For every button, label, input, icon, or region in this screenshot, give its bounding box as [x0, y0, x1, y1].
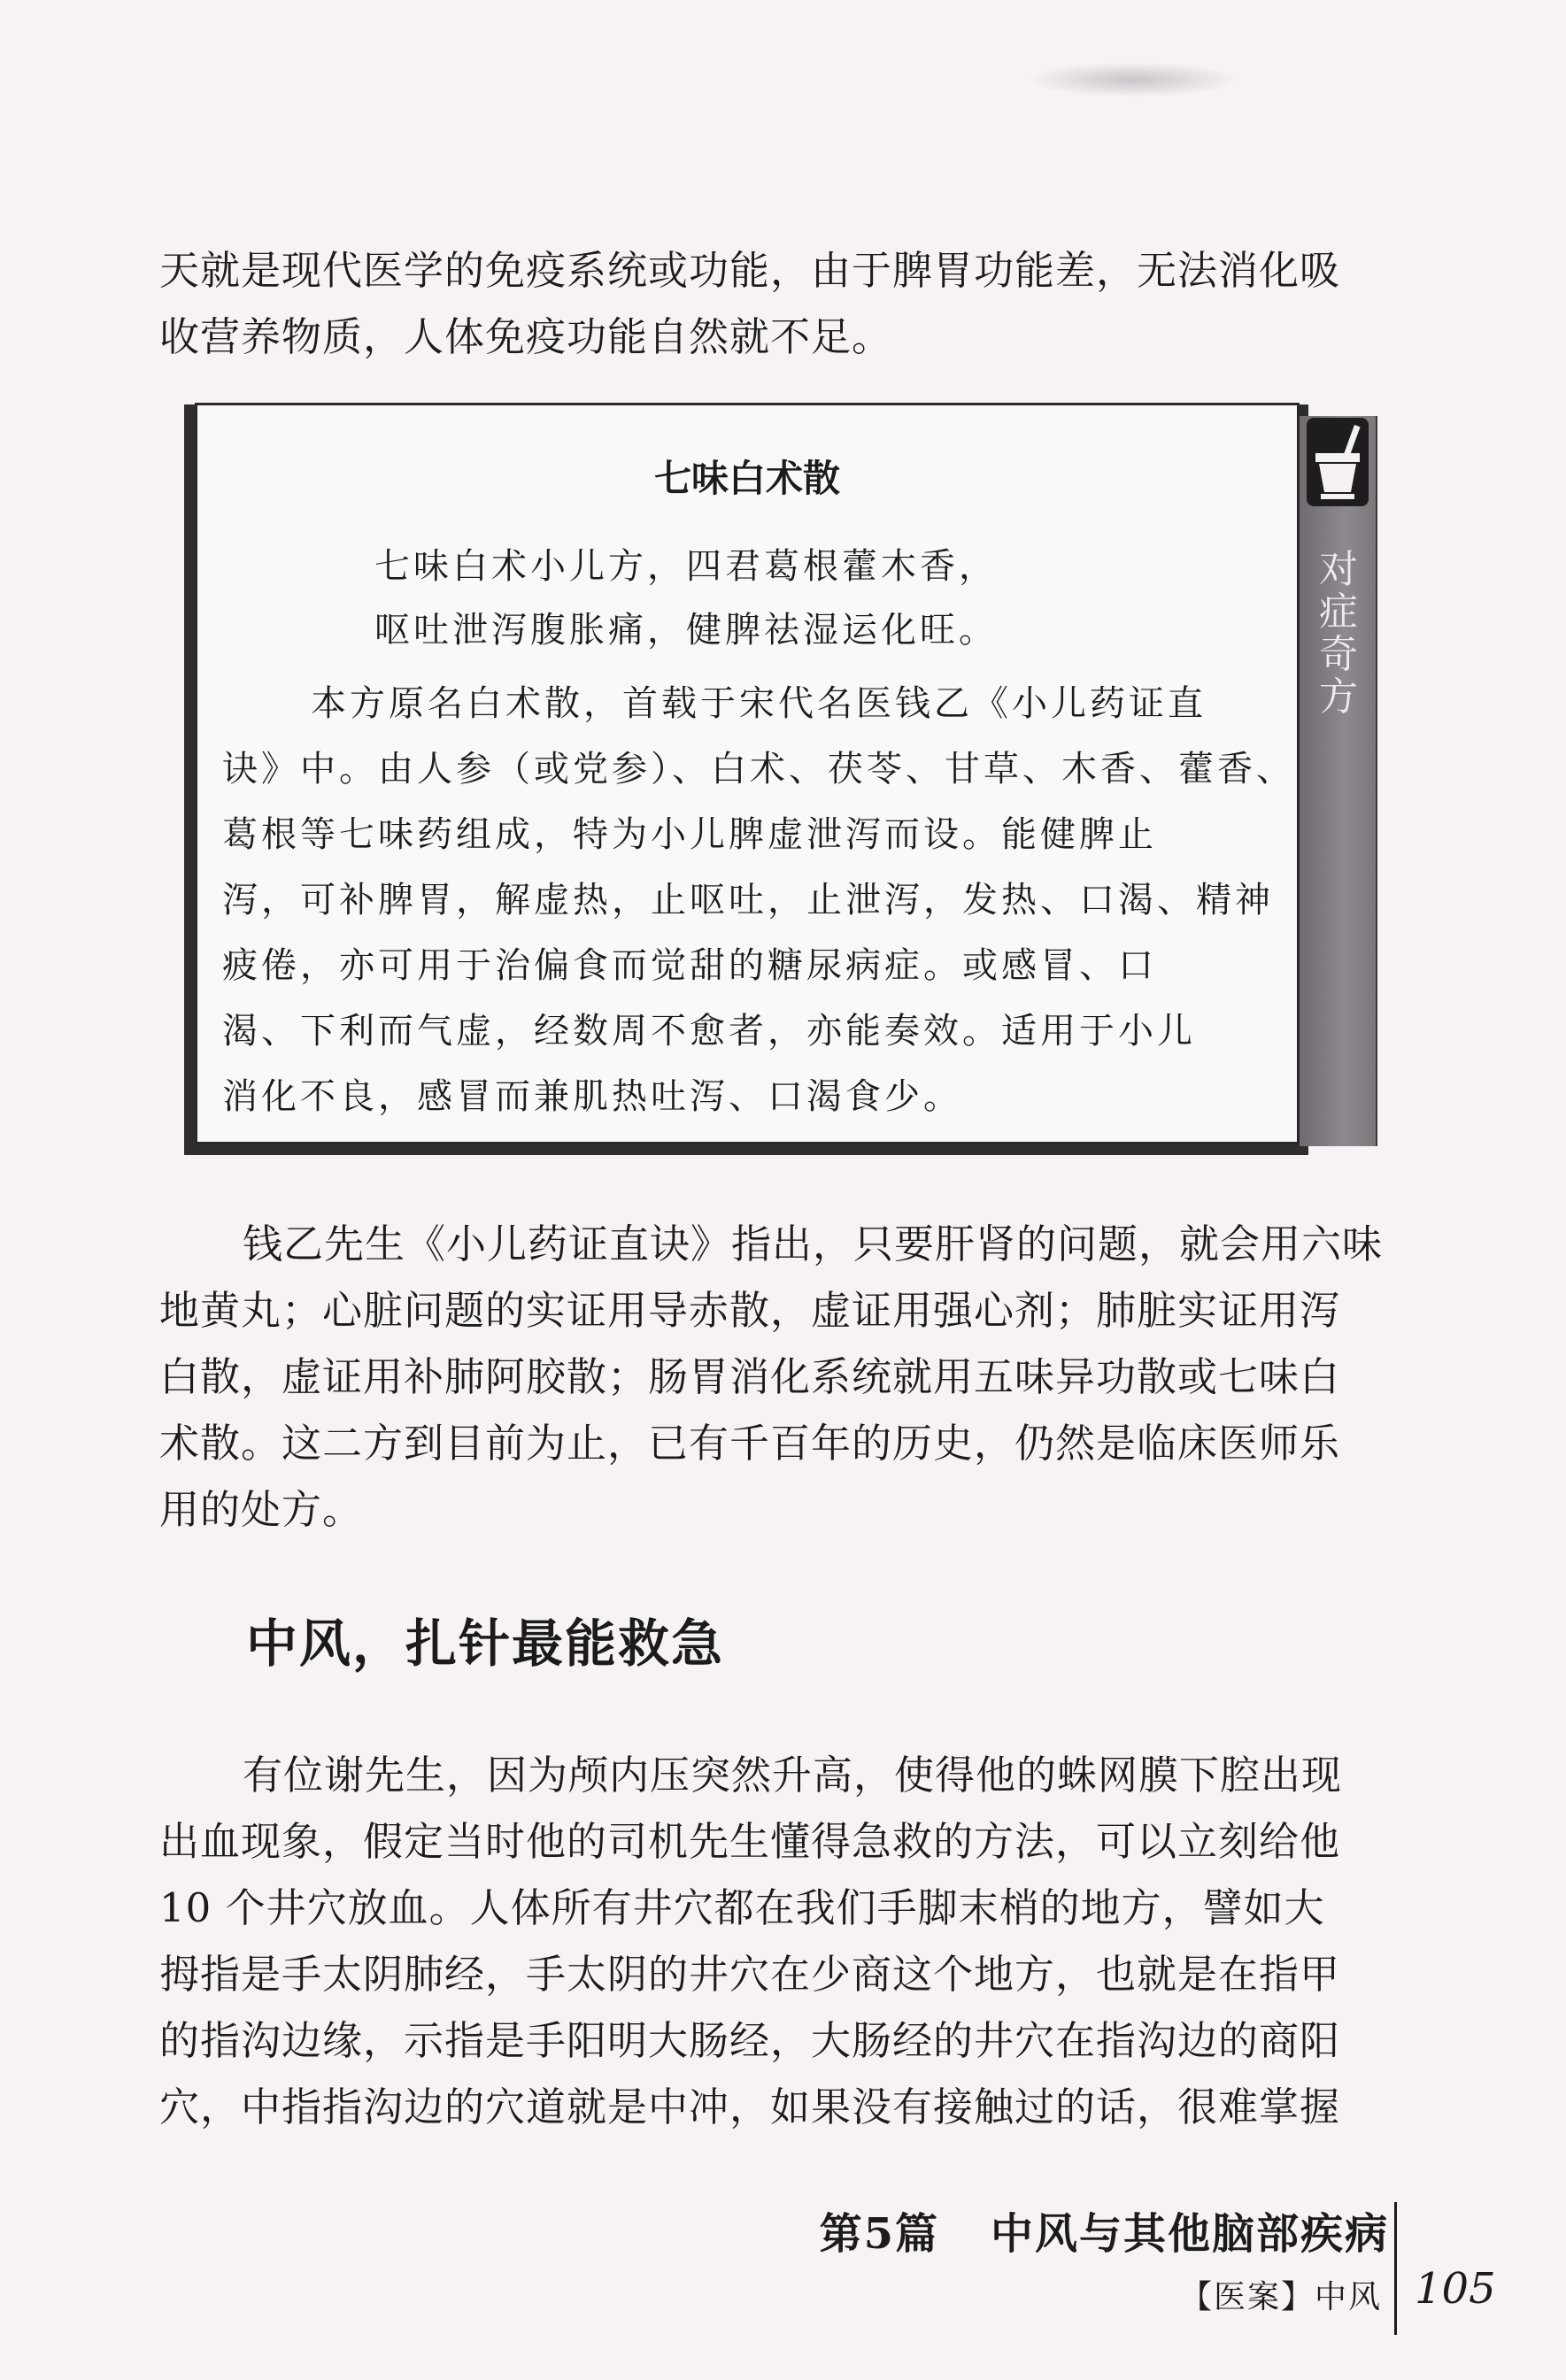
- text-line: 用的处方。: [159, 1486, 364, 1533]
- text-line: 穴，中指指沟边的穴道就是中冲，如果没有接触过的话，很难掌握: [159, 2083, 1341, 2130]
- mortar-pestle-icon: [1307, 418, 1369, 506]
- text-line: 的指沟边缘，示指是手阳明大肠经，大肠经的井穴在指沟边的商阳: [159, 2017, 1341, 2064]
- section-heading: 中风，扎针最能救急: [246, 1614, 725, 1674]
- recipe-title: 七味白术散: [653, 457, 840, 500]
- text-line: 白散，虚证用补肺阿胶散；肠胃消化系统就用五味异功散或七味白: [159, 1353, 1341, 1400]
- text-line: 有位谢先生，因为颅内压突然升高，使得他的蛛网膜下腔出现: [243, 1752, 1343, 1798]
- text-line: 术散。这二方到目前为止，已有千百年的历史，仍然是临床医师乐: [159, 1420, 1341, 1467]
- text-line: 天就是现代医学的免疫系统或功能，由于脾胃功能差，无法消化吸: [159, 247, 1341, 294]
- text-line: 10 个井穴放血。人体所有井穴都在我们手脚末梢的地方，譬如大: [159, 1884, 1325, 1931]
- qianyi-paragraph: [159, 1211, 1399, 1543]
- text-line: 本方原名白术散，首载于宋代名医钱乙《小儿药证直: [311, 683, 1207, 724]
- scan-smudge: [1027, 62, 1239, 97]
- text-line: 泻，可补脾胃，解虚热，止呕吐，止泄泻，发热、口渴、精神: [222, 880, 1274, 920]
- chapter-header: [820, 2199, 1389, 2261]
- text-line: 出血现象，假定当时他的司机先生懂得急救的方法，可以立刻给他: [159, 1818, 1341, 1865]
- footer-divider: [1394, 2202, 1397, 2335]
- text-line: 收营养物质，人体免疫功能自然就不足。: [159, 313, 893, 360]
- recipe-box: [195, 403, 1300, 1144]
- chapter-number: 第5篇: [819, 2209, 939, 2259]
- side-tab-char: 奇: [1319, 632, 1358, 677]
- page-number: 105: [1415, 2264, 1496, 2314]
- text-line: 地黄丸；心脏问题的实证用导赤散，虚证用强心剂；肺脏实证用泻: [159, 1287, 1341, 1334]
- side-tab-label: [1312, 549, 1365, 719]
- text-line: 诀》中。由人参（或党参）、白术、茯苓、甘草、木香、藿香、: [222, 749, 1295, 789]
- recipe-verse-line: 呕吐泄泻腹胀痛，健脾祛湿运化旺。: [374, 610, 998, 651]
- text-line: 葛根等七味药组成，特为小儿脾虚泄泻而设。能健脾止: [222, 814, 1157, 855]
- side-tab-char: 对: [1319, 547, 1358, 592]
- text-line: 疲倦，亦可用于治偏食而觉甜的糖尿病症。或感冒、口: [222, 945, 1157, 986]
- top-paragraph: [159, 237, 1399, 370]
- side-tab-char: 症: [1319, 589, 1358, 635]
- recipe-description: [222, 671, 1295, 1129]
- recipe-verse-line: 七味白术小儿方，四君葛根藿木香，: [374, 546, 998, 587]
- text-line: 钱乙先生《小儿药证直诀》指出，只要肝肾的问题，就会用六味: [243, 1221, 1384, 1267]
- side-tab: [1300, 416, 1377, 1146]
- side-tab-char: 方: [1319, 674, 1358, 720]
- chapter-title: 中风与其他脑部疾病: [990, 2209, 1389, 2259]
- text-line: 渴、下利而气虚，经数周不愈者，亦能奏效。适用于小儿: [222, 1011, 1196, 1051]
- text-line: 消化不良，感冒而兼肌热吐泻、口渴食少。: [222, 1076, 962, 1117]
- footer-section-label: 【医案】中风: [1179, 2279, 1382, 2315]
- xie-paragraph: [159, 1742, 1399, 2140]
- text-line: 拇指是手太阴肺经，手太阴的井穴在少商这个地方，也就是在指甲: [159, 1951, 1341, 1998]
